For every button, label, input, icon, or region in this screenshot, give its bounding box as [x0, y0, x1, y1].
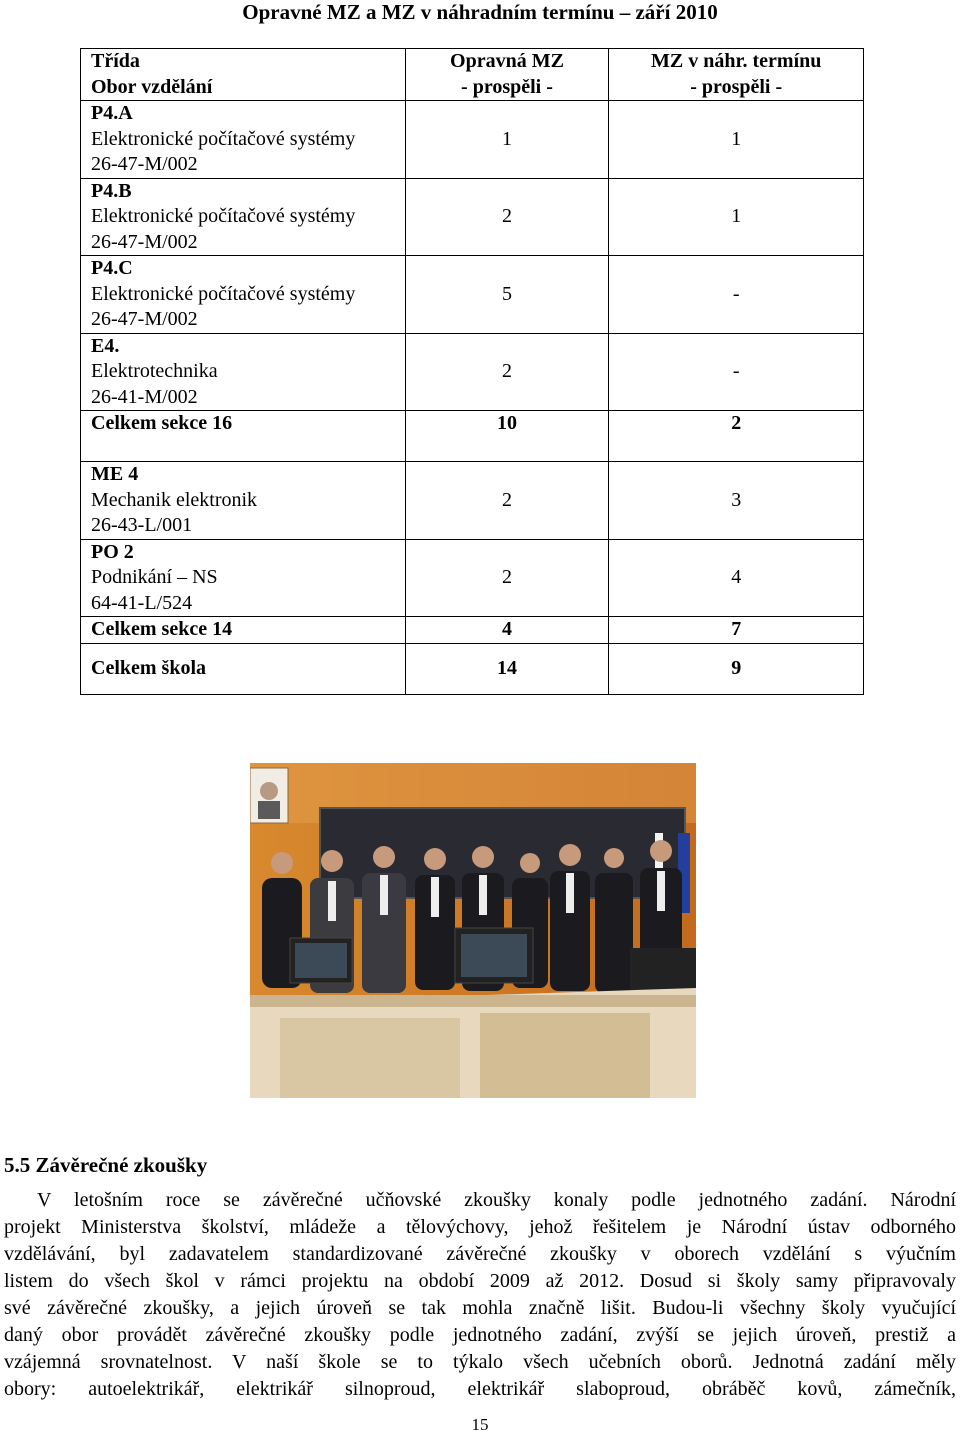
class-cell: ME 4 Mechanik elektronik 26-43-L/001 [81, 462, 406, 540]
nahradni-cell: - [609, 256, 864, 334]
class-photo [250, 763, 696, 1098]
table-header-row [81, 49, 864, 101]
nahradni-cell: 3 [609, 462, 864, 540]
opravna-cell: 1 [405, 101, 609, 179]
total-row [81, 617, 864, 644]
nahradni-cell: 1 [609, 178, 864, 256]
total-opravna: 10 [405, 411, 609, 462]
total-label: Celkem sekce 14 [81, 617, 406, 644]
table-row [81, 462, 864, 540]
total-label: Celkem škola [81, 643, 406, 694]
opravna-cell: 2 [405, 178, 609, 256]
section-paragraph [4, 1187, 956, 1403]
page-number: 15 [471, 1415, 489, 1434]
total-nahradni: 7 [609, 617, 864, 644]
class-cell: P4.C Elektronické počítačové systémy 26-47-M/002 [81, 256, 406, 334]
class-cell: P4.B Elektronické počítačové systémy 26-47-M/002 [81, 178, 406, 256]
table-row [81, 101, 864, 179]
nahradni-cell: 4 [609, 539, 864, 617]
paragraph-line: V letošním roce se závěrečné učňovské zkoušky konaly podle jednotného zadání. Národní [37, 1189, 956, 1211]
table-row [81, 539, 864, 617]
total-nahradni: 9 [609, 643, 864, 694]
opravna-cell: 2 [405, 539, 609, 617]
total-opravna: 4 [405, 617, 609, 644]
opravna-cell: 5 [405, 256, 609, 334]
header-trida: Třída Obor vzdělání [81, 49, 406, 101]
total-row [81, 643, 864, 694]
class-cell: P4.A Elektronické počítačové systémy 26-47-M/002 [81, 101, 406, 179]
paragraph-line: daný obor provádět závěrečné zkoušky podle jednotného zadání, zvýší se jejich úroveň, prestiž a [4, 1324, 956, 1346]
section-heading: 5.5 Závěrečné zkoušky [4, 1153, 208, 1177]
students-photo-illustration [250, 763, 696, 1098]
paragraph-line: vzájemná srovnatelnost. V naší škole se to týkalo všech učebních oborů. Jednotná zadání měly [4, 1351, 956, 1373]
nahradni-cell: - [609, 333, 864, 411]
class-cell: E4. Elektrotechnika 26-41-M/002 [81, 333, 406, 411]
opravna-cell: 2 [405, 333, 609, 411]
total-opravna: 14 [405, 643, 609, 694]
class-cell: PO 2 Podnikání – NS 64-41-L/524 [81, 539, 406, 617]
results-table [80, 48, 864, 695]
header-opravna: Opravná MZ - prospěli - [405, 49, 609, 101]
table-row [81, 256, 864, 334]
total-label: Celkem sekce 16 [81, 411, 406, 462]
paragraph-line: vzdělávání, byl zadavatelem standardizované závěrečné zkoušky v oborech vzdělání s výučním [4, 1243, 956, 1265]
table-row [81, 178, 864, 256]
paragraph-line: listem do všech škol v rámci projektu na období 2009 až 2012. Dosud si školy samy připravovaly [4, 1270, 956, 1292]
page-title: Opravné MZ a MZ v náhradním termínu – září 2010 [242, 0, 718, 24]
paragraph-line: obory: autoelektrikář, elektrikář silnoproud, elektrikář slaboproud, obráběč kovů, zámečník, [4, 1378, 956, 1400]
table-row [81, 333, 864, 411]
total-nahradni: 2 [609, 411, 864, 462]
paragraph-line: projekt Ministerstva školství, mládeže a tělovýchovy, jehož řešitelem je Národní ústav odborného [4, 1216, 956, 1238]
paragraph-line: své závěrečné zkoušky, a jejich úroveň se tak mohla značně lišit. Budou-li všechny školy vyučující [4, 1297, 956, 1319]
nahradni-cell: 1 [609, 101, 864, 179]
header-nahradni: MZ v náhr. termínu - prospěli - [609, 49, 864, 101]
opravna-cell: 2 [405, 462, 609, 540]
total-row [81, 411, 864, 462]
